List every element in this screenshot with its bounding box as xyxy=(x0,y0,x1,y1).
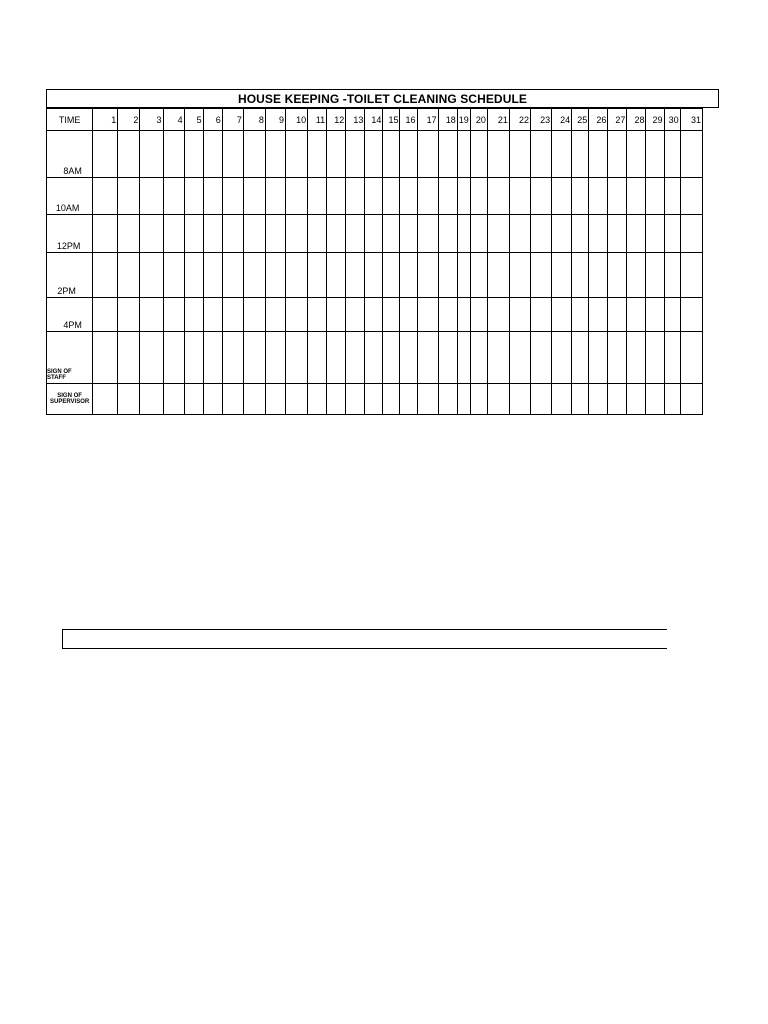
time-slot-text: 8AM xyxy=(63,166,82,176)
schedule-cell xyxy=(680,298,702,332)
day-header: 24 xyxy=(552,109,572,131)
time-slot-label xyxy=(47,253,93,298)
schedule-cell xyxy=(163,384,184,415)
schedule-cell xyxy=(222,298,243,332)
schedule-cell xyxy=(509,332,530,384)
schedule-cell xyxy=(646,253,664,298)
time-slot-label xyxy=(47,298,93,332)
day-header: 5 xyxy=(184,109,203,131)
schedule-cell xyxy=(184,131,203,178)
schedule-cell xyxy=(627,298,646,332)
day-header: 28 xyxy=(627,109,646,131)
schedule-cell xyxy=(552,178,572,215)
schedule-cell xyxy=(383,131,400,178)
schedule-cell xyxy=(627,178,646,215)
schedule-cell xyxy=(118,131,140,178)
schedule-cell xyxy=(286,332,308,384)
schedule-cell xyxy=(400,332,417,384)
schedule-cell xyxy=(163,215,184,253)
schedule-cell xyxy=(680,178,702,215)
schedule-cell xyxy=(265,215,285,253)
sign-label-line1: SIGN OF xyxy=(47,369,72,375)
schedule-cell xyxy=(346,215,365,253)
schedule-cell xyxy=(365,298,383,332)
day-header: 2 xyxy=(118,109,140,131)
schedule-cell xyxy=(163,131,184,178)
schedule-cell xyxy=(286,384,308,415)
schedule-cell xyxy=(531,131,552,178)
day-header: 17 xyxy=(417,109,438,131)
schedule-cell xyxy=(222,384,243,415)
schedule-cell xyxy=(487,131,509,178)
day-header: 11 xyxy=(308,109,327,131)
schedule-cell xyxy=(509,178,530,215)
schedule-cell xyxy=(383,384,400,415)
day-header: 4 xyxy=(163,109,184,131)
schedule-cell xyxy=(438,332,457,384)
schedule-cell xyxy=(664,384,680,415)
schedule-cell xyxy=(509,384,530,415)
schedule-cell xyxy=(163,178,184,215)
schedule-cell xyxy=(93,178,118,215)
schedule-row xyxy=(47,384,703,415)
time-slot-label xyxy=(47,215,93,253)
schedule-cell xyxy=(118,215,140,253)
schedule-cell xyxy=(118,332,140,384)
schedule-cell xyxy=(457,131,470,178)
schedule-cell xyxy=(265,298,285,332)
schedule-cell xyxy=(417,131,438,178)
schedule-cell xyxy=(509,253,530,298)
schedule-cell xyxy=(457,298,470,332)
schedule-cell xyxy=(608,215,627,253)
schedule-cell xyxy=(365,332,383,384)
schedule-cell xyxy=(438,131,457,178)
schedule-cell xyxy=(286,178,308,215)
schedule-cell xyxy=(286,215,308,253)
schedule-cell xyxy=(140,253,163,298)
day-header: 8 xyxy=(243,109,265,131)
time-slot-text: 12PM xyxy=(56,241,81,251)
day-header: 3 xyxy=(140,109,163,131)
schedule-cell xyxy=(664,131,680,178)
schedule-cell xyxy=(470,253,487,298)
schedule-cell xyxy=(646,332,664,384)
schedule-cell xyxy=(608,131,627,178)
schedule-cell xyxy=(572,215,589,253)
schedule-cell xyxy=(608,332,627,384)
schedule-cell xyxy=(308,131,327,178)
schedule-cell xyxy=(265,332,285,384)
time-slot-label xyxy=(47,131,93,178)
schedule-cell xyxy=(438,178,457,215)
header-row xyxy=(47,109,703,131)
schedule-cell xyxy=(627,215,646,253)
schedule-cell xyxy=(222,131,243,178)
schedule-cell xyxy=(93,215,118,253)
schedule-cell xyxy=(552,131,572,178)
schedule-cell xyxy=(400,178,417,215)
schedule-cell xyxy=(93,298,118,332)
schedule-cell xyxy=(184,178,203,215)
schedule-cell xyxy=(184,332,203,384)
schedule-cell xyxy=(509,131,530,178)
day-header: 6 xyxy=(203,109,222,131)
time-header: TIME xyxy=(47,109,93,131)
schedule-cell xyxy=(457,178,470,215)
schedule-cell xyxy=(438,384,457,415)
schedule-cell xyxy=(184,215,203,253)
schedule-cell xyxy=(552,253,572,298)
schedule-cell xyxy=(365,384,383,415)
schedule-cell xyxy=(487,332,509,384)
schedule-cell xyxy=(203,298,222,332)
schedule-cell xyxy=(608,298,627,332)
schedule-cell xyxy=(680,215,702,253)
schedule-cell xyxy=(203,253,222,298)
schedule-cell xyxy=(243,298,265,332)
schedule-cell xyxy=(531,298,552,332)
schedule-cell xyxy=(470,298,487,332)
schedule-cell xyxy=(531,253,552,298)
schedule-cell xyxy=(222,332,243,384)
day-header: 26 xyxy=(589,109,608,131)
schedule-cell xyxy=(365,253,383,298)
schedule-cell xyxy=(572,332,589,384)
day-header: 16 xyxy=(400,109,417,131)
schedule-cell xyxy=(457,384,470,415)
schedule-row xyxy=(47,131,703,178)
schedule-cell xyxy=(93,384,118,415)
day-header: 25 xyxy=(572,109,589,131)
schedule-row xyxy=(47,215,703,253)
schedule-cell xyxy=(346,332,365,384)
schedule-cell xyxy=(417,253,438,298)
schedule-cell xyxy=(589,215,608,253)
schedule-cell xyxy=(589,253,608,298)
schedule-cell xyxy=(140,215,163,253)
schedule-title: HOUSE KEEPING -TOILET CLEANING SCHEDULE xyxy=(46,89,719,108)
schedule-cell xyxy=(243,131,265,178)
schedule-cell xyxy=(308,332,327,384)
schedule-cell xyxy=(243,215,265,253)
schedule-cell xyxy=(203,215,222,253)
schedule-cell xyxy=(552,384,572,415)
schedule-cell xyxy=(327,384,346,415)
schedule-cell xyxy=(140,384,163,415)
schedule-cell xyxy=(365,178,383,215)
schedule-cell xyxy=(438,298,457,332)
schedule-cell xyxy=(118,178,140,215)
schedule-cell xyxy=(608,178,627,215)
schedule-cell xyxy=(417,298,438,332)
day-header: 7 xyxy=(222,109,243,131)
schedule-cell xyxy=(457,253,470,298)
day-header: 22 xyxy=(509,109,530,131)
schedule-cell xyxy=(383,253,400,298)
schedule-cell xyxy=(140,332,163,384)
time-slot-text: 2PM xyxy=(57,286,76,296)
schedule-cell xyxy=(93,131,118,178)
schedule-cell xyxy=(243,253,265,298)
schedule-cell xyxy=(243,332,265,384)
schedule-cell xyxy=(400,298,417,332)
sign-of-staff-label xyxy=(47,332,93,384)
schedule-row xyxy=(47,332,703,384)
schedule-cell xyxy=(680,253,702,298)
day-header: 18 xyxy=(438,109,457,131)
schedule-cell xyxy=(572,131,589,178)
schedule-cell xyxy=(308,298,327,332)
sign-of-supervisor-label xyxy=(47,384,93,415)
schedule-cell xyxy=(664,298,680,332)
schedule-cell xyxy=(203,178,222,215)
schedule-cell xyxy=(265,384,285,415)
schedule-cell xyxy=(457,332,470,384)
schedule-cell xyxy=(163,332,184,384)
schedule-cell xyxy=(487,253,509,298)
schedule-cell xyxy=(243,384,265,415)
schedule-cell xyxy=(118,384,140,415)
schedule-cell xyxy=(327,131,346,178)
schedule-cell xyxy=(184,298,203,332)
schedule-cell xyxy=(118,298,140,332)
schedule-cell xyxy=(400,215,417,253)
day-header: 31 xyxy=(680,109,702,131)
schedule-cell xyxy=(572,178,589,215)
day-header: 29 xyxy=(646,109,664,131)
schedule-cell xyxy=(470,332,487,384)
time-slot-text: 10AM xyxy=(55,203,80,213)
schedule-cell xyxy=(327,332,346,384)
schedule-cell xyxy=(140,178,163,215)
sign-label-line2: STAFF xyxy=(47,375,66,381)
schedule-cell xyxy=(589,298,608,332)
day-header: 1 xyxy=(93,109,118,131)
day-header: 13 xyxy=(346,109,365,131)
schedule-cell xyxy=(286,131,308,178)
schedule-cell xyxy=(664,332,680,384)
schedule-cell xyxy=(627,253,646,298)
schedule-cell xyxy=(383,332,400,384)
schedule-cell xyxy=(327,253,346,298)
schedule-cell xyxy=(646,215,664,253)
schedule-cell xyxy=(400,131,417,178)
schedule-cell xyxy=(646,298,664,332)
schedule-cell xyxy=(140,131,163,178)
schedule-cell xyxy=(572,253,589,298)
schedule-cell xyxy=(243,178,265,215)
schedule-cell xyxy=(400,253,417,298)
day-header: 9 xyxy=(265,109,285,131)
day-header: 19 xyxy=(457,109,470,131)
schedule-cell xyxy=(664,253,680,298)
schedule-cell xyxy=(140,298,163,332)
schedule-cell xyxy=(589,178,608,215)
schedule-cell xyxy=(346,131,365,178)
day-header: 15 xyxy=(383,109,400,131)
schedule-cell xyxy=(203,332,222,384)
schedule-cell xyxy=(286,298,308,332)
schedule-cell xyxy=(346,384,365,415)
schedule-cell xyxy=(664,215,680,253)
schedule-cell xyxy=(417,384,438,415)
schedule-cell xyxy=(487,215,509,253)
schedule-cell xyxy=(680,332,702,384)
schedule-cell xyxy=(589,332,608,384)
schedule-cell xyxy=(646,131,664,178)
sign-label-line2: SUPERVISOR xyxy=(49,399,90,405)
schedule-cell xyxy=(346,253,365,298)
schedule-cell xyxy=(572,298,589,332)
schedule-cell xyxy=(487,298,509,332)
schedule-cell xyxy=(470,131,487,178)
schedule-cell xyxy=(184,384,203,415)
schedule-cell xyxy=(438,215,457,253)
schedule-cell xyxy=(163,253,184,298)
schedule-cell xyxy=(308,215,327,253)
schedule-cell xyxy=(438,253,457,298)
schedule-table xyxy=(46,108,703,415)
schedule-cell xyxy=(203,384,222,415)
schedule-cell xyxy=(627,131,646,178)
schedule-cell xyxy=(346,178,365,215)
schedule-cell xyxy=(627,384,646,415)
schedule-cell xyxy=(487,384,509,415)
schedule-cell xyxy=(327,298,346,332)
schedule-cell xyxy=(308,253,327,298)
schedule-cell xyxy=(531,332,552,384)
schedule-cell xyxy=(531,178,552,215)
time-slot-label xyxy=(47,178,93,215)
schedule-cell xyxy=(646,178,664,215)
schedule-cell xyxy=(552,332,572,384)
schedule-cell xyxy=(509,298,530,332)
schedule-cell xyxy=(646,384,664,415)
day-header: 21 xyxy=(487,109,509,131)
schedule-cell xyxy=(531,384,552,415)
schedule-cell xyxy=(327,178,346,215)
day-header: 14 xyxy=(365,109,383,131)
day-header: 23 xyxy=(531,109,552,131)
schedule-row xyxy=(47,178,703,215)
schedule-cell xyxy=(552,298,572,332)
schedule-cell xyxy=(400,384,417,415)
schedule-cell xyxy=(457,215,470,253)
schedule-cell xyxy=(346,298,365,332)
schedule-cell xyxy=(417,215,438,253)
schedule-row xyxy=(47,298,703,332)
schedule-cell xyxy=(509,215,530,253)
schedule-cell xyxy=(93,253,118,298)
schedule-cell xyxy=(265,178,285,215)
schedule-cell xyxy=(680,384,702,415)
schedule-cell xyxy=(93,332,118,384)
schedule-cell xyxy=(365,131,383,178)
schedule-cell xyxy=(608,253,627,298)
schedule-cell xyxy=(286,253,308,298)
schedule-cell xyxy=(222,215,243,253)
day-header: 12 xyxy=(327,109,346,131)
schedule-cell xyxy=(365,215,383,253)
schedule-cell xyxy=(487,178,509,215)
schedule-cell xyxy=(383,215,400,253)
day-header: 20 xyxy=(470,109,487,131)
day-header: 27 xyxy=(608,109,627,131)
day-header: 30 xyxy=(664,109,680,131)
schedule-cell xyxy=(589,384,608,415)
schedule-cell xyxy=(203,131,222,178)
schedule-cell xyxy=(470,384,487,415)
schedule-cell xyxy=(417,178,438,215)
schedule-cell xyxy=(470,215,487,253)
schedule-cell xyxy=(308,178,327,215)
empty-input-box xyxy=(62,629,667,649)
day-header: 10 xyxy=(286,109,308,131)
schedule-row xyxy=(47,253,703,298)
schedule-cell xyxy=(383,178,400,215)
schedule-cell xyxy=(265,253,285,298)
schedule-cell xyxy=(222,178,243,215)
schedule-cell xyxy=(664,178,680,215)
schedule-cell xyxy=(184,253,203,298)
schedule-cell xyxy=(680,131,702,178)
schedule-cell xyxy=(627,332,646,384)
schedule-cell xyxy=(327,215,346,253)
schedule-cell xyxy=(417,332,438,384)
schedule-cell xyxy=(222,253,243,298)
schedule-cell xyxy=(572,384,589,415)
schedule-cell xyxy=(118,253,140,298)
schedule-cell xyxy=(383,298,400,332)
time-slot-text: 4PM xyxy=(63,320,82,330)
schedule-cell xyxy=(265,131,285,178)
sign-label-line1: SIGN OF xyxy=(57,393,82,399)
schedule-cell xyxy=(589,131,608,178)
schedule-cell xyxy=(608,384,627,415)
schedule-cell xyxy=(308,384,327,415)
schedule-cell xyxy=(531,215,552,253)
schedule-cell xyxy=(470,178,487,215)
schedule-cell xyxy=(163,298,184,332)
schedule-cell xyxy=(552,215,572,253)
